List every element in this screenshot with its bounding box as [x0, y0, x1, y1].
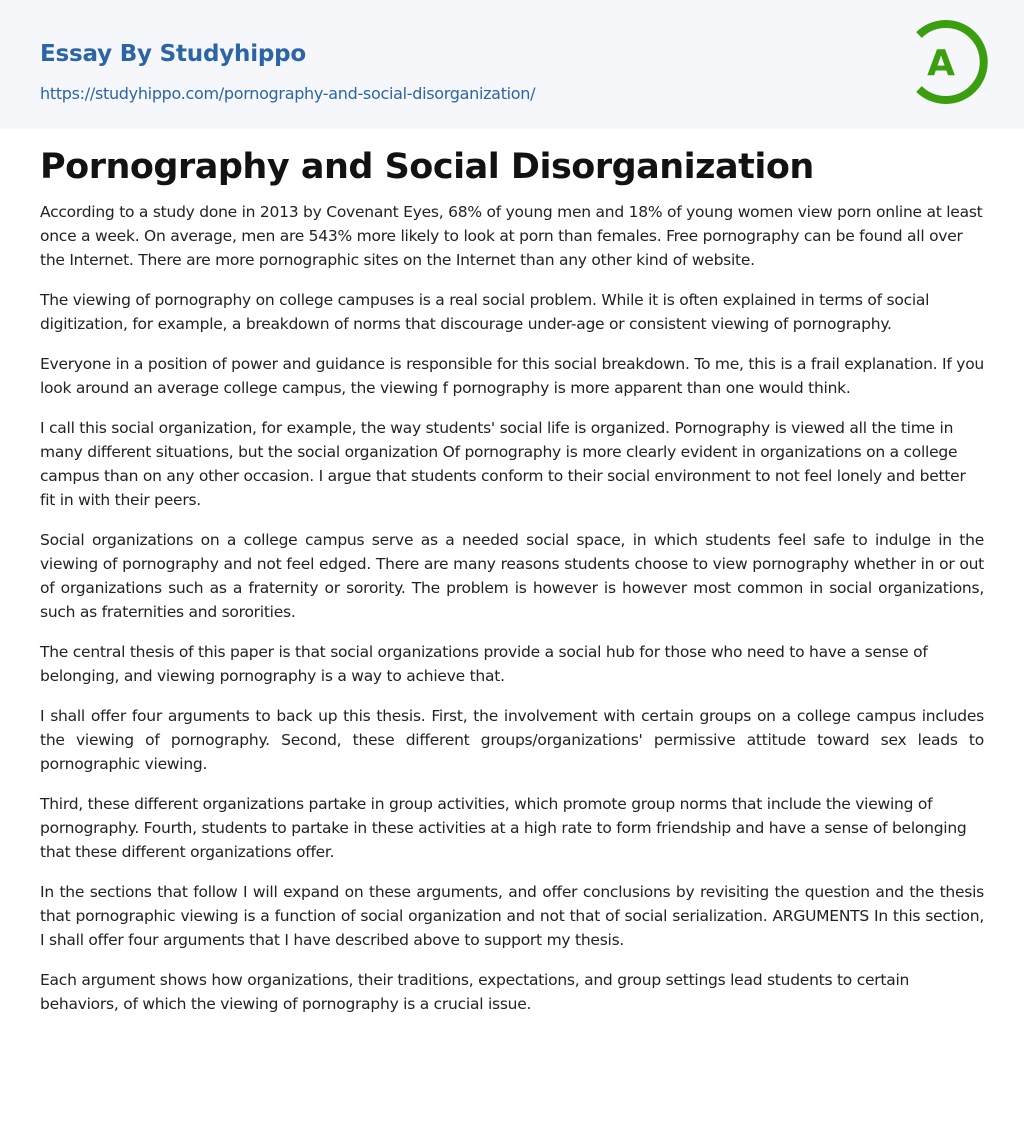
- article: [0, 129, 1024, 1016]
- studyhippo-logo-icon[interactable]: [912, 18, 988, 106]
- essay-url-link[interactable]: https://studyhippo.com/pornography-and-social-disorganization/: [40, 84, 536, 103]
- paragraph-6: The central thesis of this paper is that social organizations provide a social hub for those who need to have a sense of belonging, and viewing pornography is a way to achieve that.: [40, 643, 928, 685]
- paragraph-10: Each argument shows how organizations, their traditions, expectations, and group settings lead students to certain behaviors, of which the viewing of pornography is a crucial issue.: [40, 971, 910, 1013]
- paragraph-8: Third, these different organizations partake in group activities, which promote group norms that include the viewing of pornography. Fourth, students to partake in these activities at a high rate to form friendship and have a sense of belonging that these different organizations offer.: [40, 795, 967, 861]
- paragraph-2: The viewing of pornography on college campuses is a real social problem. While it is often explained in terms of social digitization, for example, a breakdown of norms that discourage under-age or consistent viewing of pornography.: [40, 291, 930, 333]
- paragraph-7: I shall offer four arguments to back up this thesis. First, the involvement with certain groups on a college campus includes the viewing of pornography. Second, these different groups/organizations' permissive attitude toward sex leads to pornographic viewing.: [40, 707, 984, 773]
- paragraph-4: I call this social organization, for example, the way students' social life is organized. Pornography is viewed all the time in many different situations, but the social organization Of pornography is more clearly evident in organizations on a college campus than on any other occasion. I argue that students conform to their social environment to not feel lonely and better fit in with their peers.: [40, 419, 966, 509]
- brand-title: Essay By Studyhippo: [40, 41, 307, 67]
- paragraph-1: According to a study done in 2013 by Covenant Eyes, 68% of young men and 18% of young women view porn online at least once a week. On average, men are 543% more likely to look at porn than females. Free pornography can be found all over the Internet. There are more pornographic sites on the Internet than any other kind of website.: [40, 203, 983, 269]
- paragraph-5: Social organizations on a college campus serve as a needed social space, in which students feel safe to indulge in the viewing of pornography and not feel edged. There are many reasons students choose to view pornography whether in or out of organizations such as a fraternity or sorority. The problem is however is however most common in social organizations, such as fraternities and sororities.: [40, 531, 984, 621]
- paragraph-9: In the sections that follow I will expand on these arguments, and offer conclusions by revisiting the question and the thesis that pornographic viewing is a function of social organization and not that of social serialization. ARGUMENTS In this section, I shall offer four arguments that I have described above to support my thesis.: [40, 883, 984, 949]
- site-header: [0, 0, 1024, 129]
- logo-letter: A: [927, 43, 955, 84]
- article-title: Pornography and Social Disorganization: [40, 147, 814, 187]
- paragraph-3: Everyone in a position of power and guidance is responsible for this social breakdown. To me, this is a frail explanation. If you look around an average college campus, the viewing f pornography is more apparent than one would think.: [40, 355, 984, 397]
